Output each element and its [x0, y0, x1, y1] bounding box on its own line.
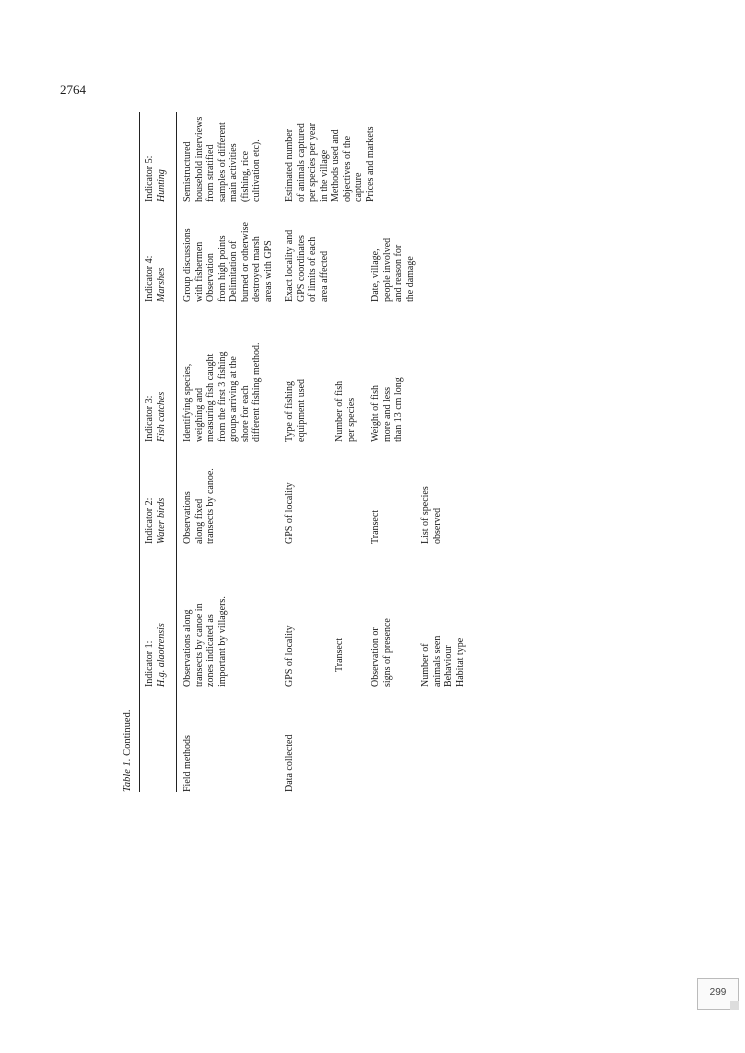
cell-data-collected-1-transect: Transect — [334, 637, 345, 672]
cell-data-collected-1: GPS of locality — [284, 625, 295, 687]
table-caption-text: Continued. — [122, 709, 133, 756]
cell-data-collected-1-animals: Number of animals seen Behaviour Habitat type — [420, 635, 466, 687]
table-caption-label: Table 1. — [122, 758, 133, 792]
page-corner-badge: 299 — [697, 978, 739, 1010]
cell-data-collected-1-observation: Observation or signs of presence — [370, 618, 393, 687]
header-title: Indicator 2: — [144, 497, 155, 544]
cell-data-collected-3-fish-number: Number of fish per species — [334, 380, 357, 442]
header-indicator-3 — [144, 392, 168, 442]
header-title: Indicator 4: — [144, 255, 155, 302]
header-title: Indicator 5: — [144, 155, 155, 202]
header-indicator-1 — [144, 623, 168, 687]
header-rule — [176, 112, 177, 792]
header-indicator-4 — [144, 256, 168, 302]
header-subtitle: H.g. alaotrensis — [156, 623, 167, 687]
cell-field-methods-4: Group discussions with fishermen Observation from high points Delimitation of burned or otherwise destroyed marsh areas with GPS — [182, 222, 274, 302]
cell-data-collected-2-transect: Transect — [370, 509, 381, 544]
header-indicator-5 — [144, 156, 168, 202]
header-indicator-2 — [144, 498, 168, 544]
header-title: Indicator 3: — [144, 395, 155, 442]
cell-data-collected-4: Exact locality and GPS coordinates of limits of each area affected — [284, 229, 330, 302]
header-subtitle: Marshes — [156, 267, 167, 302]
header-title: Indicator 1: — [144, 640, 155, 687]
cell-field-methods-5: Semistructured household interviews from stratified samples of different main activities (fishing, rice cultivation etc). — [182, 116, 262, 202]
cell-data-collected-3-fish-weight: Weight of fish more and less than 13 cm long — [370, 377, 404, 442]
cell-data-collected-4-damage: Date, village, people involved and reason for the damage — [370, 237, 416, 302]
header-subtitle: Fish catches — [156, 391, 167, 442]
cell-data-collected-2: GPS of locality — [284, 482, 295, 544]
row-label-field-methods: Field methods — [182, 735, 193, 792]
page-number: 2764 — [60, 82, 86, 97]
row-label-data-collected: Data collected — [284, 734, 295, 792]
table-caption — [122, 710, 134, 792]
cell-field-methods-2: Observations along fixed transects by canoe. — [182, 468, 216, 544]
cell-data-collected-2-species-list: List of species observed — [420, 486, 443, 544]
cell-field-methods-1: Observations along transects by canoe in zones indicated as important by villagers. — [182, 596, 228, 687]
rotated-table — [122, 112, 466, 792]
header-subtitle: Hunting — [156, 169, 167, 202]
top-rule — [139, 112, 140, 792]
cell-data-collected-5: Estimated number of animals captured per species per year in the village Methods used and objectives of the capture Prices and markets — [284, 122, 376, 202]
header-subtitle: Water birds — [156, 497, 167, 544]
cell-data-collected-3: Type of fishing equipment used — [284, 378, 307, 442]
cell-field-methods-3: Identifying species, weighing and measuring fish caught from the first 3 fishing groups arriving at the shore for each different fishing method. — [182, 342, 262, 442]
